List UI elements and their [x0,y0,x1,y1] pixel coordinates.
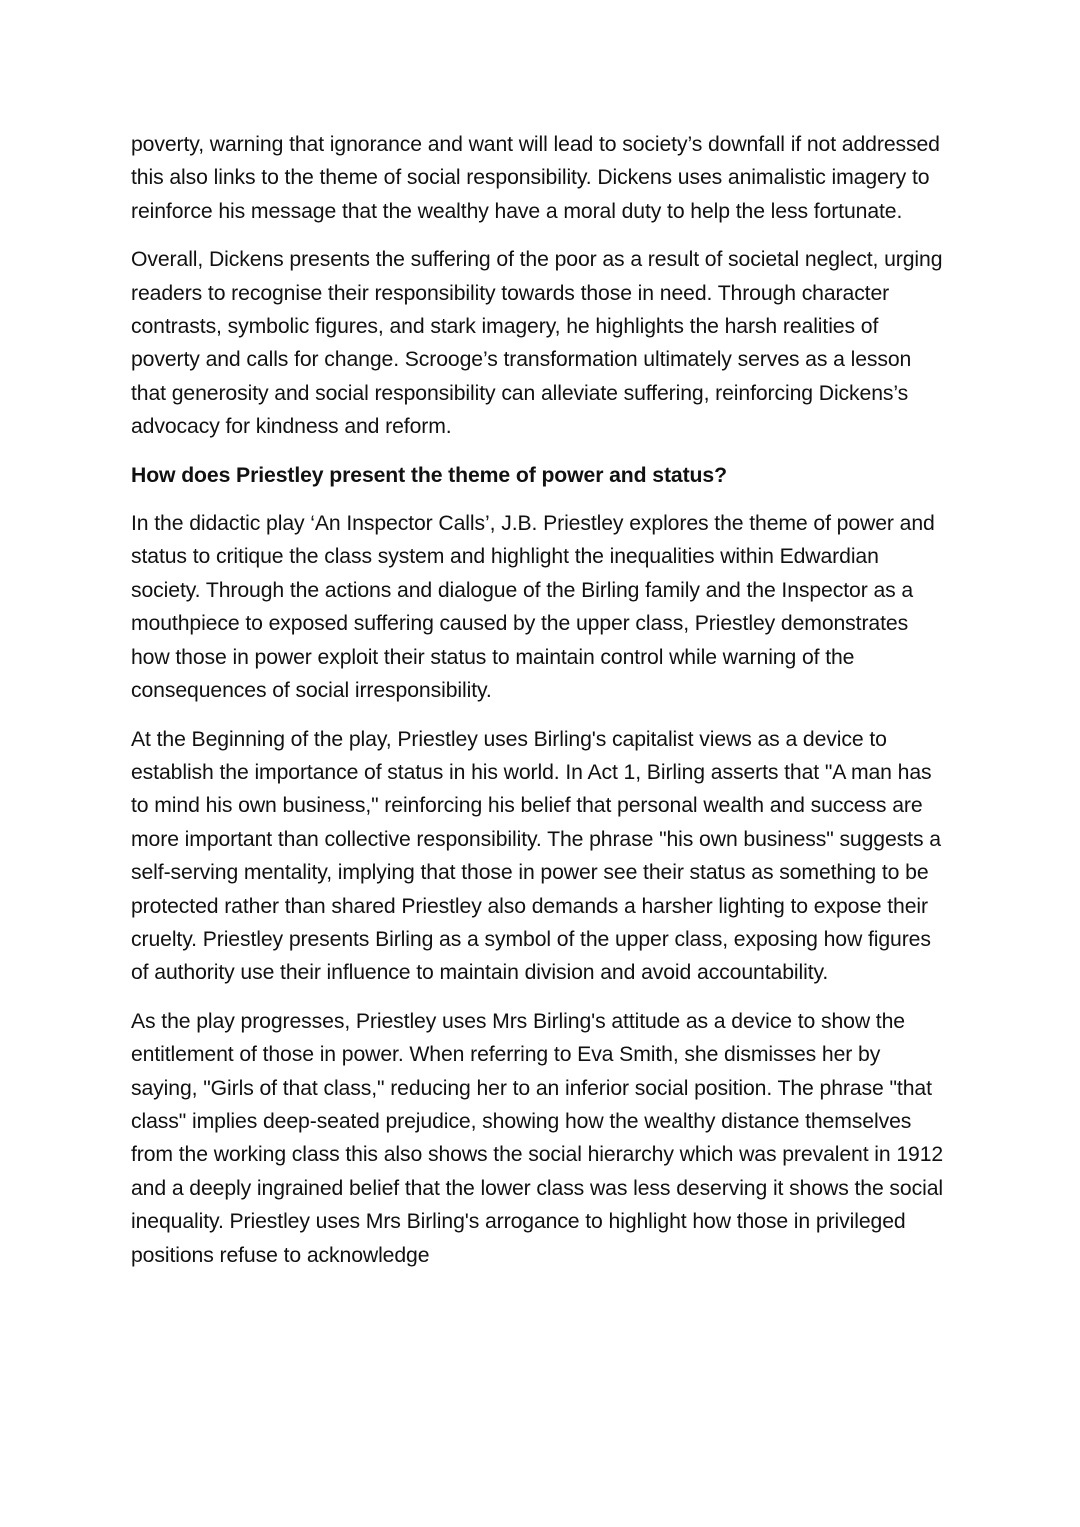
paragraph-dickens-conclusion: Overall, Dickens presents the suffering of the poor as a result of societal neglect, urging readers to recognise their responsibility towards those in need. Through character contrasts, symbolic figures, and stark imagery, he highlights the harsh realities of poverty and calls for change. Scrooge’s transformation ultimately serves as a lesson that generosity and social responsibility can alleviate suffering, reinforcing Dickens’s advocacy for kindness and reform. [131,248,943,439]
paragraph-priestley-intro: In the didactic play ‘An Inspector Calls’, J.B. Priestley explores the theme of power and status to critique the class system and highlight the inequalities within Edwardian society. Through the actions and dialogue of the Birling family and the Inspector as a mouthpiece to exposed suffering caused by the upper class, Priestley demonstrates how those in power exploit their status to maintain control while warning of the consequences of social irresponsibility. [131,512,935,703]
paragraph-mrs-birling: As the play progresses, Priestley uses Mrs Birling's attitude as a device to show the entitlement of those in power. When referring to Eva Smith, she dismisses her by saying, "Girls of that class," reducing her to an inferior social position. The phrase "that class" implies deep-seated prejudice, showing how the wealthy distance themselves from the working class this also shows the social hierarchy which was prevalent in 1912 and a deeply ingrained belief that the lower class was less deserving it shows the social inequality. Priestley uses Mrs Birling's arrogance to highlight how those in privileged positions refuse to acknowledge [131,1009,944,1267]
document-page [131,128,949,1287]
paragraph-dickens-poverty: poverty, warning that ignorance and want will lead to society’s downfall if not addressed this also links to the theme of social responsibility. Dickens uses animalistic imagery to reinforce his message that the wealthy have a moral duty to help the less fortunate. [131,133,940,223]
paragraph-birling-capitalism: At the Beginning of the play, Priestley uses Birling's capitalist views as a device to establish the importance of status in his world. In Act 1, Birling asserts that "A man has to mind his own business," reinforcing his belief that personal wealth and success are more important than collective responsibility. The phrase "his own business" suggests a self-serving mentality, implying that those in power see their status as something to be protected rather than shared Priestley also demands a harsher lighting to expose their cruelty. Priestley presents Birling as a symbol of the upper class, exposing how figures of authority use their influence to maintain division and avoid accountability. [131,727,941,985]
essay-question-heading: How does Priestley present the theme of power and status? [131,463,727,487]
